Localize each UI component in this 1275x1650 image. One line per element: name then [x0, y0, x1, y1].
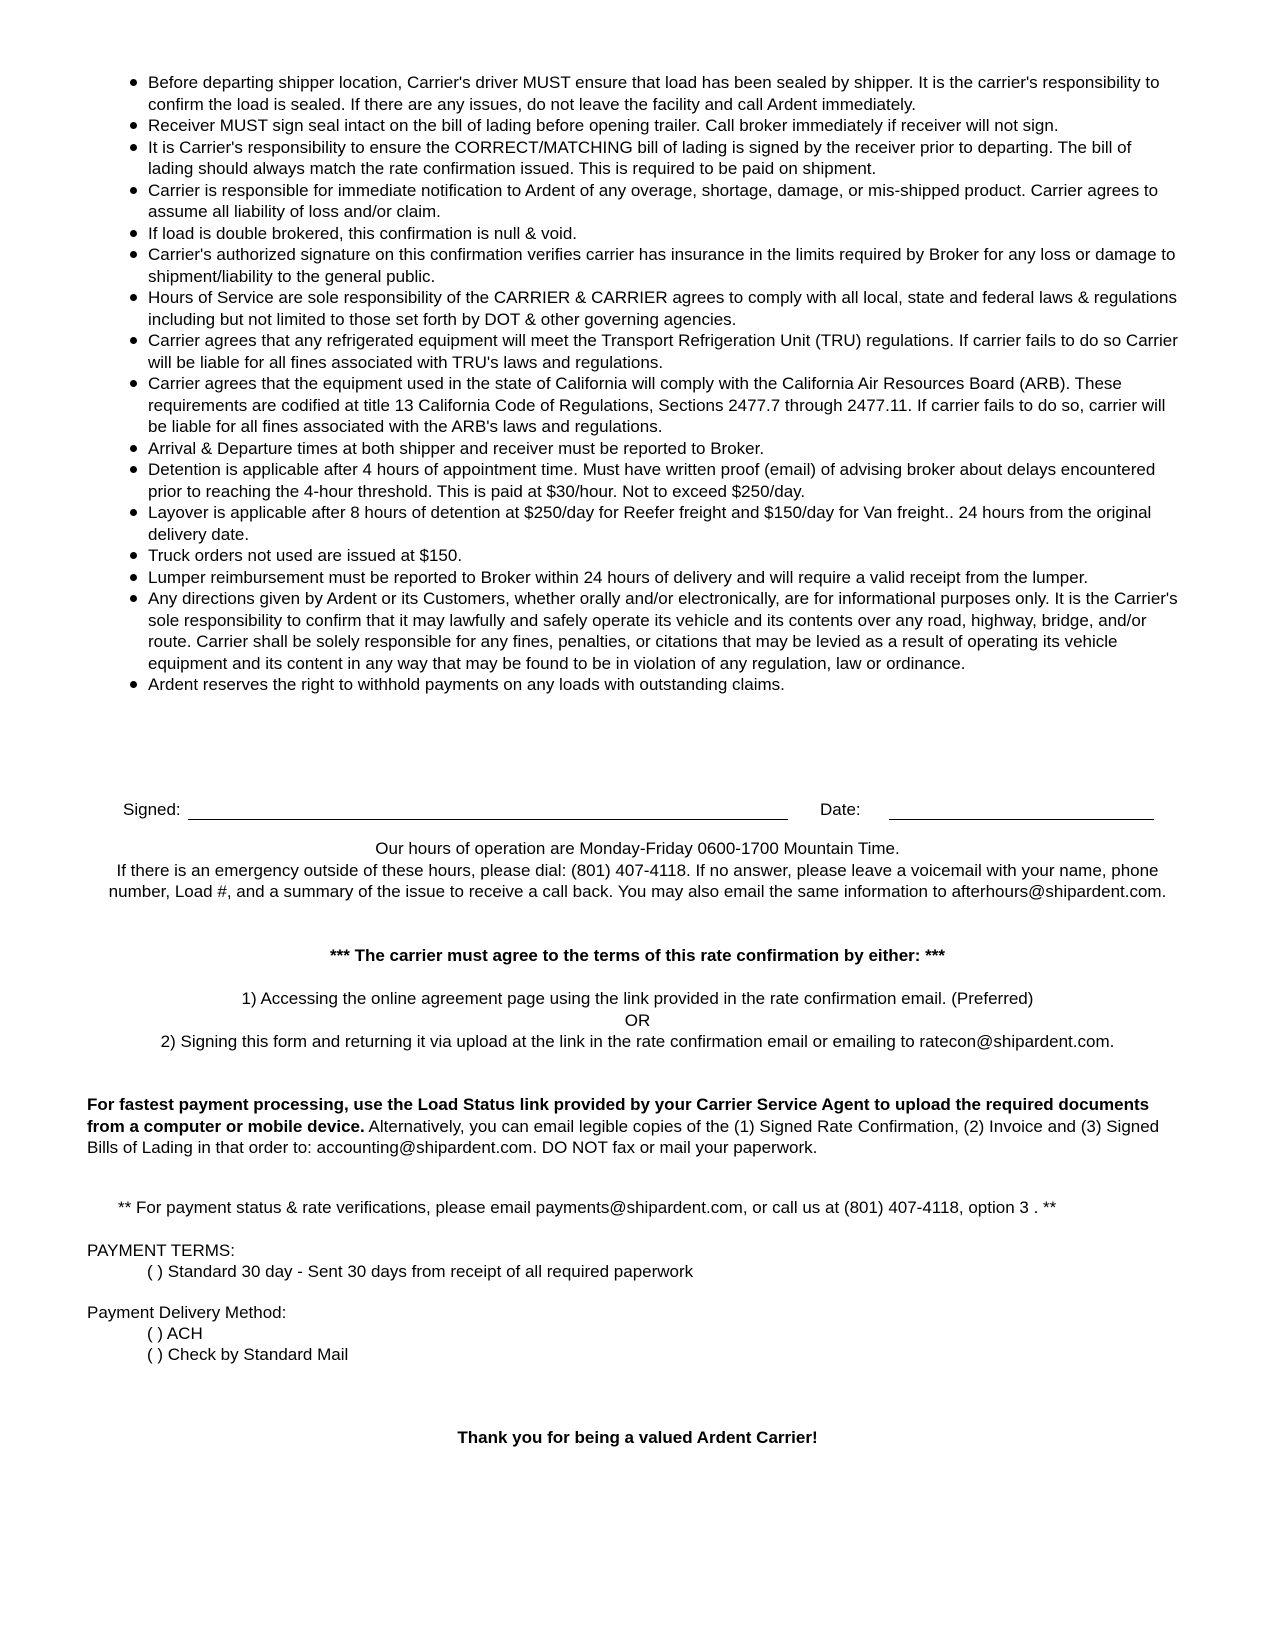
signed-label: Signed: [123, 800, 181, 819]
bullet-text: Carrier agrees that any refrigerated equipment will meet the Transport Refrigeration Unit (TRU) regulations. If carrier fails to do so Carrier will be liable for all fines associated with TRU's laws and regulations. [148, 331, 1178, 372]
payment-processing-bold: For fastest payment processing, use the Load Status link provided by your Carrier Service Agent to upload the required documents from a computer or mobile device. [87, 1095, 1150, 1136]
bullet-dot-icon [130, 380, 137, 387]
hours-of-operation [100, 838, 1175, 903]
delivery-option-ach: ( ) ACH [147, 1324, 203, 1343]
bullet-text: Ardent reserves the right to withhold payments on any loads with outstanding claims. [148, 675, 785, 694]
bullet-text: Arrival & Departure times at both shipper and receiver must be reported to Broker. [148, 438, 765, 458]
delivery-option-check: ( ) Check by Standard Mail [147, 1345, 349, 1364]
bullet-text: Truck orders not used are issued at $150. [148, 546, 463, 565]
bullet-text: If load is double brokered, this confirmation is null & void. [148, 223, 578, 243]
terms-bullet [128, 674, 1178, 696]
bullet-dot-icon [130, 122, 137, 129]
bullet-text: Carrier is responsible for immediate notification to Ardent of any overage, shortage, damage, or mis-shipped product. Carrier agrees to assume all liability of loss and/or claim. [148, 180, 1159, 221]
bullet-dot-icon [130, 230, 137, 237]
bullet-dot-icon [130, 445, 137, 452]
bullet-text: Receiver MUST sign seal intact on the bill of lading before opening trailer. Call broker immediately if receiver will not sign. [148, 116, 1059, 135]
terms-bullet [128, 459, 1178, 502]
terms-bullet [128, 545, 1178, 567]
bullet-dot-icon [130, 466, 137, 473]
emergency-text: If there is an emergency outside of these hours, please dial: (801) 407-4118. If no answer, please leave a voicemail with your name, phone number, Load #, and a summary of the issue to receive a call back. You may also email the same information to afterhours@shipardent.com. [108, 860, 1167, 901]
signature-row [123, 800, 1163, 824]
terms-bullet [128, 72, 1178, 115]
bullet-dot-icon [130, 144, 137, 151]
bullet-dot-icon [130, 509, 137, 516]
agreement-option-1: 1) Accessing the online agreement page using the link provided in the rate confirmation email. (Preferred) [241, 989, 1034, 1008]
bullet-dot-icon [130, 574, 137, 581]
signature-line[interactable] [188, 819, 788, 820]
agreement-options [100, 988, 1175, 1053]
terms-bullet [128, 502, 1178, 545]
terms-bullet [128, 588, 1178, 674]
terms-bullet [128, 244, 1178, 287]
bullet-dot-icon [130, 79, 137, 86]
terms-bullet [128, 373, 1178, 438]
date-label: Date: [820, 800, 861, 819]
thank-you-message: Thank you for being a valued Ardent Carrier! [457, 1428, 818, 1447]
terms-bullet [128, 330, 1178, 373]
bullet-dot-icon [130, 681, 137, 688]
agree-heading: *** The carrier must agree to the terms of this rate confirmation by either: *** [330, 946, 945, 965]
payment-processing-paragraph [87, 1094, 1187, 1159]
bullet-text: Layover is applicable after 8 hours of detention at $250/day for Reefer freight and $150/day for Van freight.. 24 hours from the original delivery date. [148, 503, 1152, 544]
bullet-dot-icon [130, 294, 137, 301]
bullet-dot-icon [130, 595, 137, 602]
date-line[interactable] [889, 819, 1154, 820]
bullet-dot-icon [130, 337, 137, 344]
terms-bullet-list [128, 72, 1178, 696]
bullet-text: Detention is applicable after 4 hours of appointment time. Must have written proof (email) of advising broker about delays encountered prior to reaching the 4-hour threshold. This is paid at $30/hour. Not to exceed $250/day. [148, 460, 1156, 501]
terms-bullet [128, 567, 1178, 589]
bullet-text: Carrier agrees that the equipment used in the state of California will comply with the California Air Resources Board (ARB). These requirements are codified at title 13 California Code of Regulations, Sections 2477.7 through 2477.11. If carrier fails to do so, carrier will be liable for all fines associated with the ARB's laws and regulations. [148, 374, 1166, 436]
bullet-text: Before departing shipper location, Carrier's driver MUST ensure that load has been sealed by shipper. It is the carrier's responsibility to confirm the load is sealed. If there are any issues, do not leave the facility and call Ardent immediately. [148, 73, 1160, 114]
bullet-text: Lumper reimbursement must be reported to Broker within 24 hours of delivery and will require a valid receipt from the lumper. [148, 567, 1089, 587]
terms-bullet [128, 137, 1178, 180]
bullet-text: Carrier's authorized signature on this confirmation verifies carrier has insurance in the limits required by Broker for any loss or damage to shipment/liability to the general public. [148, 245, 1176, 286]
bullet-text: Hours of Service are sole responsibility of the CARRIER & CARRIER agrees to comply with all local, state and federal laws & regulations including but not limited to those set forth by DOT & other governing agencies. [148, 288, 1177, 329]
payment-processing-text: Alternatively, you can email legible copies of the (1) Signed Rate Confirmation, (2) Invoice and (3) Signed Bills of Lading in that order to: accounting@shipardent.com. DO NOT fax or mail your paperwork. [87, 1116, 1160, 1157]
delivery-method-heading: Payment Delivery Method: [87, 1303, 287, 1322]
bullet-dot-icon [130, 251, 137, 258]
agreement-or: OR [624, 1010, 651, 1030]
bullet-dot-icon [130, 552, 137, 559]
hours-line: Our hours of operation are Monday-Friday 0600-1700 Mountain Time. [375, 839, 900, 858]
terms-bullet [128, 438, 1178, 460]
bullet-dot-icon [130, 187, 137, 194]
terms-bullet [128, 115, 1178, 137]
agreement-option-2: 2) Signing this form and returning it via upload at the link in the rate confirmation email or emailing to ratecon@shipardent.com. [160, 1032, 1115, 1051]
payment-terms-option: ( ) Standard 30 day - Sent 30 days from receipt of all required paperwork [147, 1262, 694, 1281]
bullet-text: Any directions given by Ardent or its Customers, whether orally and/or electronically, are for informational purposes only. It is the Carrier's sole responsibility to confirm that it may lawfully and safely operate its vehicle and its contents over any road, highway, bridge, and/or route. Carrier shall be solely responsible for any fines, penalties, or citations that may be levied as a result of operating its vehicle equipment and its content in any way that may be found to be in violation of any regulation, law or ordinance. [148, 589, 1178, 673]
terms-bullet [128, 223, 1178, 245]
terms-bullet [128, 180, 1178, 223]
payment-status-note: ** For payment status & rate verifications, please email payments@shipardent.com, or call us at (801) 407-4118, option 3 . ** [118, 1198, 1057, 1217]
terms-bullet [128, 287, 1178, 330]
payment-terms-heading: PAYMENT TERMS: [87, 1241, 235, 1260]
bullet-text: It is Carrier's responsibility to ensure the CORRECT/MATCHING bill of lading is signed by the receiver prior to departing. The bill of lading should always match the rate confirmation issued. This is required to be paid on shipment. [148, 137, 1132, 178]
